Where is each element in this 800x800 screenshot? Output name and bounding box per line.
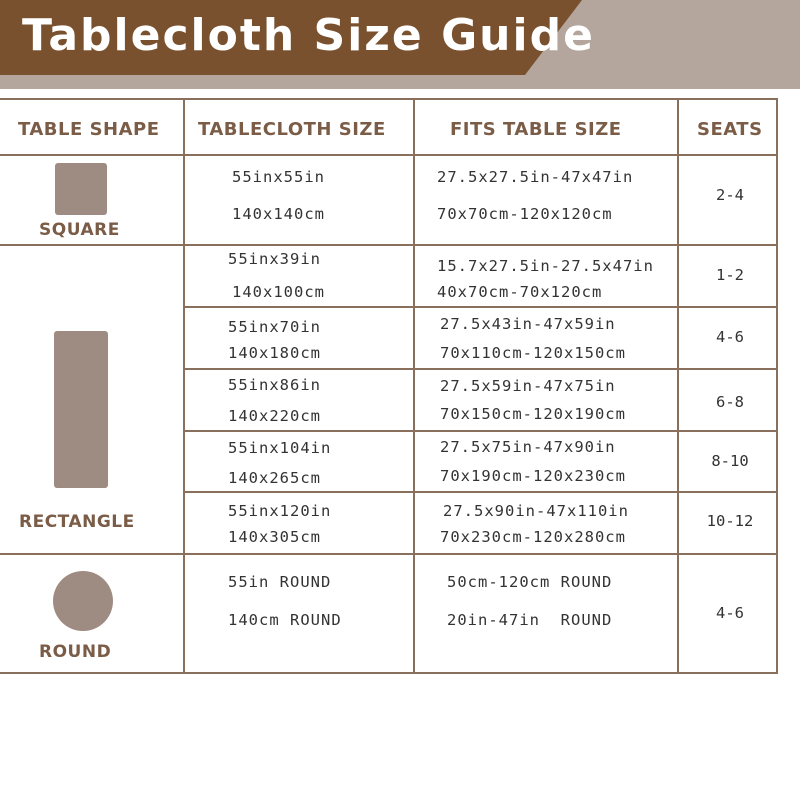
seats-value: 8-10 — [711, 452, 749, 470]
fits-size-in: 50cm-120cm ROUND — [447, 573, 613, 591]
seats-value: 4-6 — [716, 328, 744, 346]
seats-value: 10-12 — [706, 512, 754, 530]
shape-label-square: SQUARE — [39, 220, 120, 240]
seats-value: 1-2 — [716, 266, 744, 284]
fits-size-in: 27.5x27.5in-47x47in — [437, 168, 634, 186]
fits-size-in: 27.5x75in-47x90in — [440, 438, 616, 456]
fits-size-in: 27.5x59in-47x75in — [440, 377, 616, 395]
tablecloth-size-cm: 140x265cm — [228, 469, 321, 487]
row-divider — [184, 430, 778, 432]
tablecloth-size-cm: 140x100cm — [232, 283, 325, 301]
header-tablecloth-size: TABLECLOTH SIZE — [198, 119, 386, 140]
header-fits-table-size: FITS TABLE SIZE — [450, 119, 622, 140]
round-shape-icon — [53, 571, 113, 631]
tablecloth-size-cm: 140x180cm — [228, 344, 321, 362]
tablecloth-size-in: 55inx39in — [228, 250, 321, 268]
tablecloth-size-cm: 140cm ROUND — [228, 611, 342, 629]
tablecloth-size-in: 55inx55in — [232, 168, 325, 186]
rectangle-shape-icon — [54, 331, 108, 488]
seats-value: 4-6 — [716, 604, 744, 622]
seats-value: 2-4 — [716, 186, 744, 204]
page-title: Tablecloth Size Guide — [22, 10, 595, 61]
column-divider — [677, 98, 679, 674]
fits-size-cm: 70x150cm-120x190cm — [440, 405, 626, 423]
tablecloth-size-in: 55inx70in — [228, 318, 321, 336]
square-shape-icon — [55, 163, 107, 215]
row-divider — [184, 491, 778, 493]
header-divider — [0, 154, 778, 156]
fits-size-cm: 70x70cm-120x120cm — [437, 205, 613, 223]
fits-size-cm: 20in-47in ROUND — [447, 611, 613, 629]
row-divider — [0, 244, 778, 246]
column-divider — [413, 98, 415, 674]
column-divider — [183, 98, 185, 674]
fits-size-in: 27.5x43in-47x59in — [440, 315, 616, 333]
fits-size-cm: 70x190cm-120x230cm — [440, 467, 626, 485]
header-seats: SEATS — [697, 119, 763, 140]
row-divider — [184, 306, 778, 308]
tablecloth-size-cm: 140x220cm — [228, 407, 321, 425]
fits-size-in: 27.5x90in-47x110in — [443, 502, 629, 520]
size-table — [0, 98, 778, 674]
tablecloth-size-in: 55inx86in — [228, 376, 321, 394]
shape-label-round: ROUND — [39, 642, 112, 662]
shape-label-rectangle: RECTANGLE — [19, 512, 135, 532]
seats-value: 6-8 — [716, 393, 744, 411]
tablecloth-size-in: 55in ROUND — [228, 573, 332, 591]
row-divider — [0, 553, 778, 555]
tablecloth-size-in: 55inx120in — [228, 502, 332, 520]
tablecloth-size-cm: 140x140cm — [232, 205, 325, 223]
fits-size-in: 15.7x27.5in-27.5x47in — [437, 257, 654, 275]
row-divider — [184, 368, 778, 370]
fits-size-cm: 70x230cm-120x280cm — [440, 528, 626, 546]
fits-size-cm: 40x70cm-70x120cm — [437, 283, 603, 301]
header-table-shape: TABLE SHAPE — [18, 119, 160, 140]
fits-size-cm: 70x110cm-120x150cm — [440, 344, 626, 362]
tablecloth-size-cm: 140x305cm — [228, 528, 321, 546]
tablecloth-size-in: 55inx104in — [228, 439, 332, 457]
